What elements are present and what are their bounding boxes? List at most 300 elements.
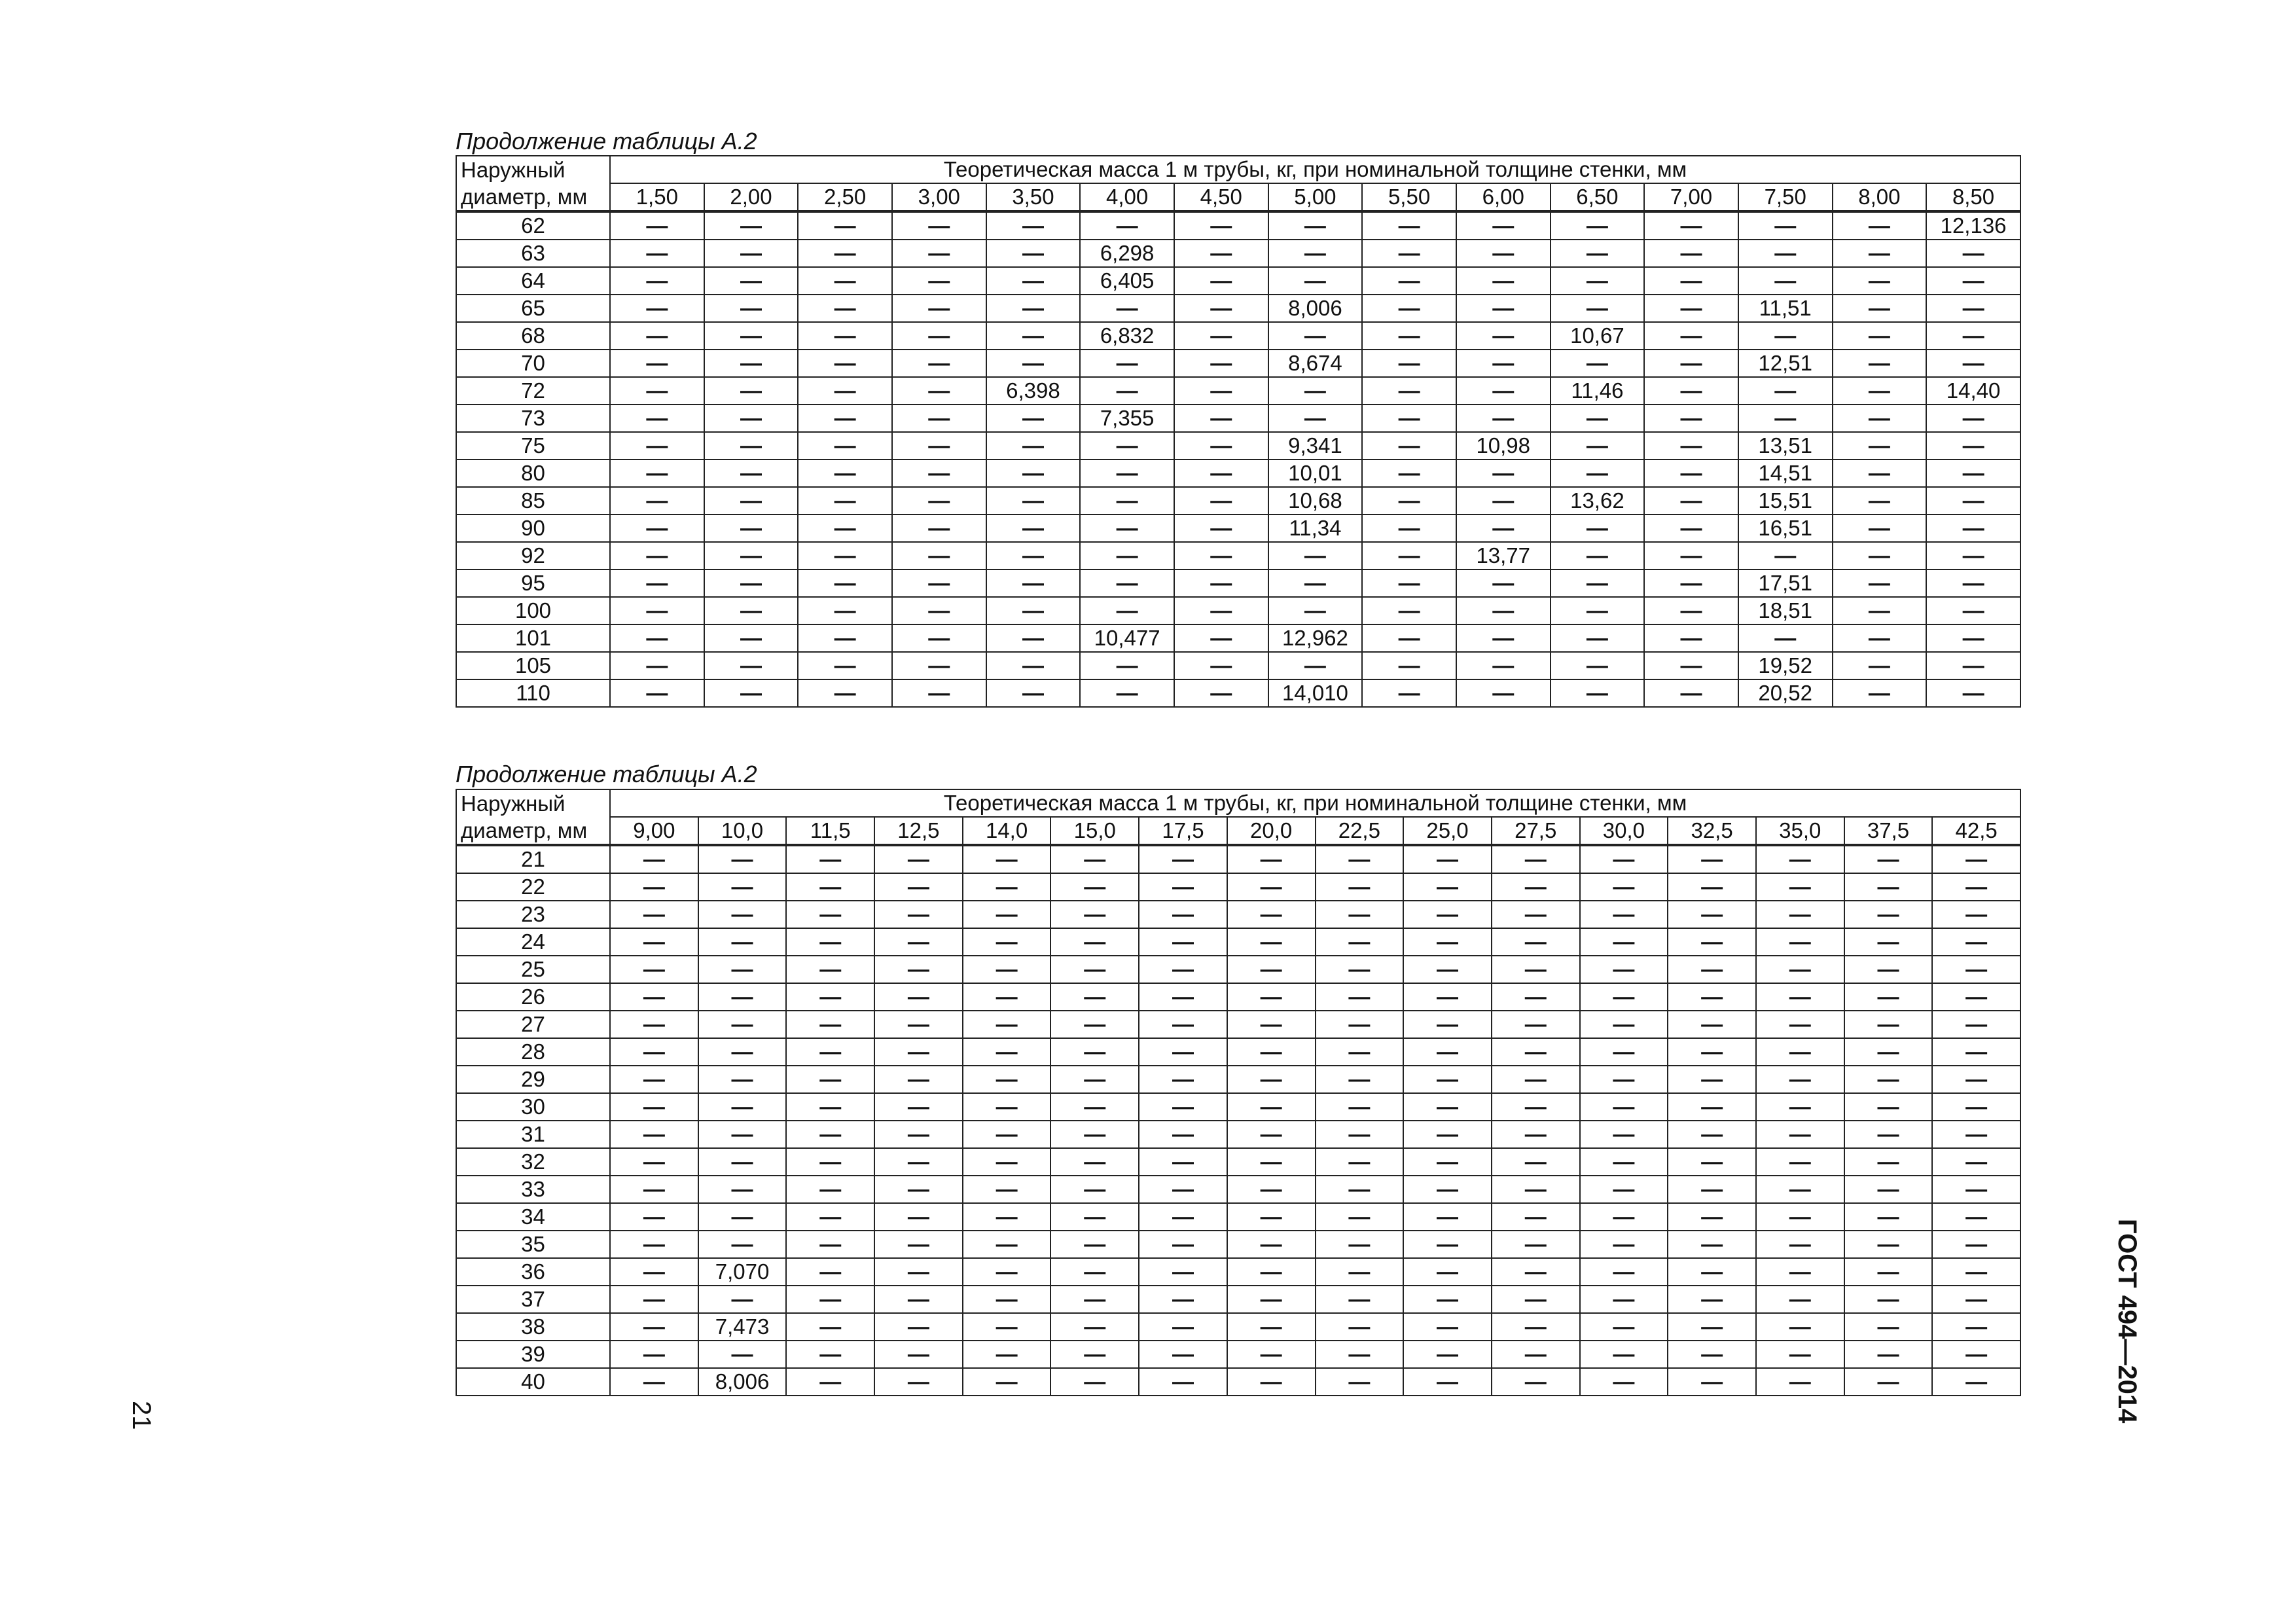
table-caption: Продолжение таблицы А.2 [456,761,757,787]
mass-cell: — [1756,956,1844,983]
diameter-cell: 70 [456,350,610,377]
column-group-header: Теоретическая масса 1 м трубы, кг, при номинальной толщине стенки, мм [610,156,2020,183]
mass-cell: — [1926,322,2020,350]
mass-cell: — [1668,1231,1756,1258]
mass-cell: — [1932,1258,2020,1286]
mass-cell: — [1668,956,1756,983]
mass-cell: — [1833,267,1927,295]
mass-cell: — [1926,267,2020,295]
mass-cell: — [1268,405,1363,432]
mass-cell: — [963,1341,1051,1368]
mass-cell: 20,52 [1738,679,1833,707]
mass-cell: — [1456,295,1551,322]
mass-table [456,155,2021,708]
mass-cell: — [1580,1093,1668,1121]
mass-cell: — [786,928,874,956]
mass-cell: — [1227,1011,1316,1038]
mass-cell: — [1580,901,1668,928]
mass-cell: — [1174,569,1268,597]
mass-cell: — [1316,1258,1404,1286]
column-header: 1,50 [610,183,704,211]
mass-cell: 12,51 [1738,350,1833,377]
mass-cell: — [698,956,787,983]
mass-cell: — [610,873,698,901]
mass-cell: — [1932,1011,2020,1038]
mass-cell: — [798,322,892,350]
mass-cell: — [1316,956,1404,983]
mass-cell: — [1080,350,1174,377]
mass-cell: — [610,983,698,1011]
mass-cell: — [986,514,1081,542]
mass-cell: — [704,514,798,542]
table-row [456,928,2020,956]
mass-cell: — [1362,432,1456,460]
mass-cell: — [986,652,1081,679]
mass-cell: — [1227,983,1316,1011]
mass-cell: — [1050,1121,1139,1148]
mass-cell: — [874,1231,963,1258]
table-row [456,956,2020,983]
mass-cell: — [1926,569,2020,597]
mass-cell: — [1403,1121,1492,1148]
mass-cell: 6,832 [1080,322,1174,350]
mass-cell: — [1362,267,1456,295]
mass-cell: — [786,1093,874,1121]
mass-cell: — [963,1231,1051,1258]
column-header: 2,50 [798,183,892,211]
mass-cell: — [1362,487,1456,514]
mass-cell: — [1050,983,1139,1011]
mass-cell: 14,010 [1268,679,1363,707]
mass-cell: — [1756,928,1844,956]
mass-cell: — [1580,1313,1668,1341]
mass-cell: — [963,845,1051,873]
mass-cell: — [1738,377,1833,405]
mass-cell: — [1268,542,1363,569]
mass-cell: — [963,1066,1051,1093]
diameter-cell: 31 [456,1121,610,1148]
mass-cell: — [1050,1313,1139,1341]
mass-cell: — [1844,1258,1933,1286]
mass-cell: — [1668,1313,1756,1341]
table-row [456,597,2020,624]
mass-cell: — [1316,1368,1404,1396]
mass-cell: — [1932,928,2020,956]
mass-cell: — [1833,322,1927,350]
mass-cell: — [610,652,704,679]
mass-cell: — [892,487,986,514]
mass-cell: — [1456,679,1551,707]
mass-cell: — [1926,514,2020,542]
mass-cell: — [1844,873,1933,901]
mass-cell: — [1844,956,1933,983]
mass-cell: — [704,460,798,487]
mass-cell: — [874,1176,963,1203]
mass-cell: — [1362,322,1456,350]
mass-cell: — [798,405,892,432]
row-header-label: диаметр, мм [456,817,610,845]
mass-cell: — [1551,432,1645,460]
mass-cell: — [610,928,698,956]
mass-cell: — [1050,1176,1139,1203]
mass-cell: — [1456,322,1551,350]
mass-cell: — [786,1286,874,1313]
mass-cell: — [1492,1203,1580,1231]
mass-cell: — [1492,1258,1580,1286]
column-header: 2,00 [704,183,798,211]
mass-cell: — [1756,1121,1844,1148]
mass-cell: — [786,1011,874,1038]
mass-cell: — [1580,1038,1668,1066]
mass-cell: — [610,377,704,405]
mass-cell: — [874,1286,963,1313]
column-header: 25,0 [1403,817,1492,845]
mass-cell: — [698,901,787,928]
mass-cell: — [1268,240,1363,267]
mass-cell: — [1362,460,1456,487]
mass-cell: 19,52 [1738,652,1833,679]
mass-cell: — [1227,956,1316,983]
mass-cell: — [1756,1231,1844,1258]
mass-cell: — [1403,1176,1492,1203]
mass-cell: 10,98 [1456,432,1551,460]
mass-cell: — [1403,1258,1492,1286]
mass-cell: — [610,845,698,873]
mass-cell: 11,46 [1551,377,1645,405]
mass-cell: — [1844,1148,1933,1176]
mass-cell: — [1668,983,1756,1011]
mass-cell: — [1227,1176,1316,1203]
mass-cell: — [1644,679,1738,707]
mass-cell: — [1844,1093,1933,1121]
diameter-cell: 24 [456,928,610,956]
mass-cell: — [1403,1093,1492,1121]
column-header: 37,5 [1844,817,1933,845]
mass-cell: — [1668,845,1756,873]
diameter-cell: 40 [456,1368,610,1396]
mass-cell: — [1227,1148,1316,1176]
mass-cell: — [963,1286,1051,1313]
column-header: 35,0 [1756,817,1844,845]
mass-cell: — [1844,983,1933,1011]
mass-cell: — [1050,1341,1139,1368]
mass-cell: 10,67 [1551,322,1645,350]
mass-cell: 6,405 [1080,267,1174,295]
column-header: 15,0 [1050,817,1139,845]
mass-cell: — [1456,211,1551,240]
mass-cell: — [1580,845,1668,873]
mass-cell: — [1844,1203,1933,1231]
mass-cell: — [874,1258,963,1286]
diameter-cell: 34 [456,1203,610,1231]
mass-cell: — [1833,597,1927,624]
mass-cell: — [704,240,798,267]
mass-cell: — [1139,845,1227,873]
mass-cell: 18,51 [1738,597,1833,624]
mass-cell: — [1403,956,1492,983]
mass-cell: — [1492,845,1580,873]
diameter-cell: 85 [456,487,610,514]
mass-cell: — [1580,1286,1668,1313]
mass-cell: — [1174,432,1268,460]
table-row [456,1038,2020,1066]
mass-cell: — [1362,211,1456,240]
mass-cell: — [1174,267,1268,295]
mass-cell: — [1551,405,1645,432]
mass-cell: — [1644,377,1738,405]
mass-cell: 10,01 [1268,460,1363,487]
column-header: 27,5 [1492,817,1580,845]
mass-cell: — [698,1203,787,1231]
mass-cell: — [698,1341,787,1368]
mass-cell: — [698,983,787,1011]
diameter-cell: 39 [456,1341,610,1368]
mass-cell: — [892,597,986,624]
mass-cell: — [1644,597,1738,624]
mass-cell: — [1139,928,1227,956]
mass-cell: — [986,679,1081,707]
mass-cell: — [1174,322,1268,350]
mass-cell: — [1362,542,1456,569]
table-row [456,211,2020,240]
mass-cell: — [1580,1258,1668,1286]
mass-cell: — [1926,432,2020,460]
mass-cell: — [1551,624,1645,652]
mass-cell: — [1316,1121,1404,1148]
mass-cell: — [892,377,986,405]
mass-cell: — [892,267,986,295]
mass-cell: — [1833,240,1927,267]
table-row [456,1011,2020,1038]
mass-cell: — [798,514,892,542]
mass-cell: — [1833,679,1927,707]
mass-cell: — [1756,1258,1844,1286]
mass-cell: — [1139,983,1227,1011]
mass-cell: 10,68 [1268,487,1363,514]
table-row [456,1231,2020,1258]
mass-cell: 13,51 [1738,432,1833,460]
mass-cell: — [1227,1341,1316,1368]
mass-cell: — [1492,1341,1580,1368]
mass-cell: — [786,1176,874,1203]
mass-cell: — [1926,652,2020,679]
column-header: 8,50 [1926,183,2020,211]
mass-cell: — [986,350,1081,377]
mass-cell: — [874,1066,963,1093]
table-row [456,1148,2020,1176]
mass-cell: — [1050,845,1139,873]
mass-cell: — [786,1341,874,1368]
mass-cell: — [1833,487,1927,514]
mass-cell: — [874,1341,963,1368]
column-header: 4,00 [1080,183,1174,211]
mass-cell: — [610,956,698,983]
mass-cell: — [1932,1066,2020,1093]
mass-cell: — [610,1011,698,1038]
mass-cell: — [1580,956,1668,983]
mass-cell: — [1551,350,1645,377]
mass-cell: — [1580,983,1668,1011]
mass-cell: — [786,1203,874,1231]
mass-cell: — [1668,1121,1756,1148]
mass-cell: — [892,652,986,679]
mass-cell: — [610,1038,698,1066]
mass-cell: — [1926,240,2020,267]
mass-cell: — [1174,377,1268,405]
table-row [456,1176,2020,1203]
mass-cell: — [1668,1203,1756,1231]
mass-cell: — [1456,405,1551,432]
mass-cell: — [1316,1231,1404,1258]
mass-cell: — [1050,1011,1139,1038]
mass-cell: — [1833,624,1927,652]
mass-cell: — [1456,377,1551,405]
mass-cell: — [1926,460,2020,487]
mass-cell: — [1492,1011,1580,1038]
mass-cell: — [1316,873,1404,901]
mass-cell: — [986,240,1081,267]
mass-cell: — [698,1066,787,1093]
mass-cell: — [1551,211,1645,240]
mass-cell: — [892,514,986,542]
diameter-cell: 25 [456,956,610,983]
mass-cell: — [1844,901,1933,928]
mass-cell: — [610,624,704,652]
diameter-cell: 28 [456,1038,610,1066]
mass-cell: — [1644,405,1738,432]
mass-cell: — [963,1038,1051,1066]
diameter-cell: 105 [456,652,610,679]
mass-cell: — [610,1368,698,1396]
mass-cell: — [1756,1148,1844,1176]
mass-cell: — [698,1121,787,1148]
mass-cell: — [610,514,704,542]
mass-cell: — [874,956,963,983]
column-group-header: Теоретическая масса 1 м трубы, кг, при номинальной толщине стенки, мм [610,789,2020,817]
row-header-label: диаметр, мм [456,183,610,211]
mass-cell: — [1227,1286,1316,1313]
mass-cell: — [610,1203,698,1231]
mass-cell: — [1644,267,1738,295]
mass-cell: — [1738,322,1833,350]
mass-cell: — [1456,240,1551,267]
mass-cell: — [1050,1148,1139,1176]
mass-cell: — [1456,487,1551,514]
mass-cell: — [698,845,787,873]
mass-cell: — [963,1148,1051,1176]
mass-cell: — [1756,1066,1844,1093]
mass-cell: — [786,983,874,1011]
mass-cell: — [1080,211,1174,240]
diameter-cell: 65 [456,295,610,322]
mass-cell: — [1492,1313,1580,1341]
mass-cell: — [1844,1313,1933,1341]
mass-cell: 7,070 [698,1258,787,1286]
document-code: ГОСТ 494—2014 [2113,1219,2142,1424]
mass-cell: — [986,322,1081,350]
mass-cell: — [1932,1121,2020,1148]
mass-cell: — [1316,1093,1404,1121]
mass-cell: — [1926,405,2020,432]
mass-cell: — [798,350,892,377]
mass-cell: — [704,377,798,405]
mass-cell: — [1738,267,1833,295]
mass-cell: — [786,1231,874,1258]
mass-cell: — [1316,1148,1404,1176]
mass-cell: — [1403,1203,1492,1231]
mass-cell: — [1316,928,1404,956]
table-row [456,295,2020,322]
mass-cell: — [1833,377,1927,405]
table-row [456,901,2020,928]
mass-cell: — [1227,845,1316,873]
mass-cell: — [1833,514,1927,542]
diameter-cell: 21 [456,845,610,873]
mass-cell: — [1644,295,1738,322]
mass-cell: — [963,1093,1051,1121]
mass-cell: — [1644,569,1738,597]
mass-cell: — [1139,1066,1227,1093]
mass-cell: — [698,928,787,956]
mass-cell: — [786,1258,874,1286]
mass-cell: — [1316,983,1404,1011]
mass-cell: — [1403,1313,1492,1341]
mass-cell: — [1403,1011,1492,1038]
mass-cell: — [1833,295,1927,322]
table-row [456,350,2020,377]
mass-cell: — [798,652,892,679]
mass-cell: — [1403,1231,1492,1258]
mass-cell: — [786,956,874,983]
mass-cell: — [1492,983,1580,1011]
mass-cell: — [610,322,704,350]
mass-cell: — [610,542,704,569]
mass-cell: — [1174,240,1268,267]
column-header: 3,00 [892,183,986,211]
mass-cell: — [1268,322,1363,350]
diameter-cell: 36 [456,1258,610,1286]
mass-cell: — [1403,983,1492,1011]
mass-cell: — [1551,569,1645,597]
table-row [456,1286,2020,1313]
mass-cell: — [704,624,798,652]
mass-cell: — [892,542,986,569]
diameter-cell: 33 [456,1176,610,1203]
mass-cell: — [1050,1203,1139,1231]
mass-cell: — [1668,928,1756,956]
mass-cell: — [704,569,798,597]
mass-cell: — [1551,597,1645,624]
mass-cell: 16,51 [1738,514,1833,542]
mass-cell: — [986,569,1081,597]
mass-cell: — [1139,901,1227,928]
mass-cell: — [1174,652,1268,679]
mass-cell: — [1644,514,1738,542]
mass-cell: — [1551,295,1645,322]
mass-cell: — [798,487,892,514]
mass-cell: — [1833,569,1927,597]
mass-cell: — [1174,487,1268,514]
mass-cell: — [874,1038,963,1066]
mass-cell: — [1174,295,1268,322]
mass-cell: — [1644,624,1738,652]
mass-cell: — [892,295,986,322]
mass-cell: — [1833,432,1927,460]
mass-cell: — [1174,624,1268,652]
mass-cell: — [963,1121,1051,1148]
mass-cell: — [1227,901,1316,928]
mass-cell: — [1756,1203,1844,1231]
